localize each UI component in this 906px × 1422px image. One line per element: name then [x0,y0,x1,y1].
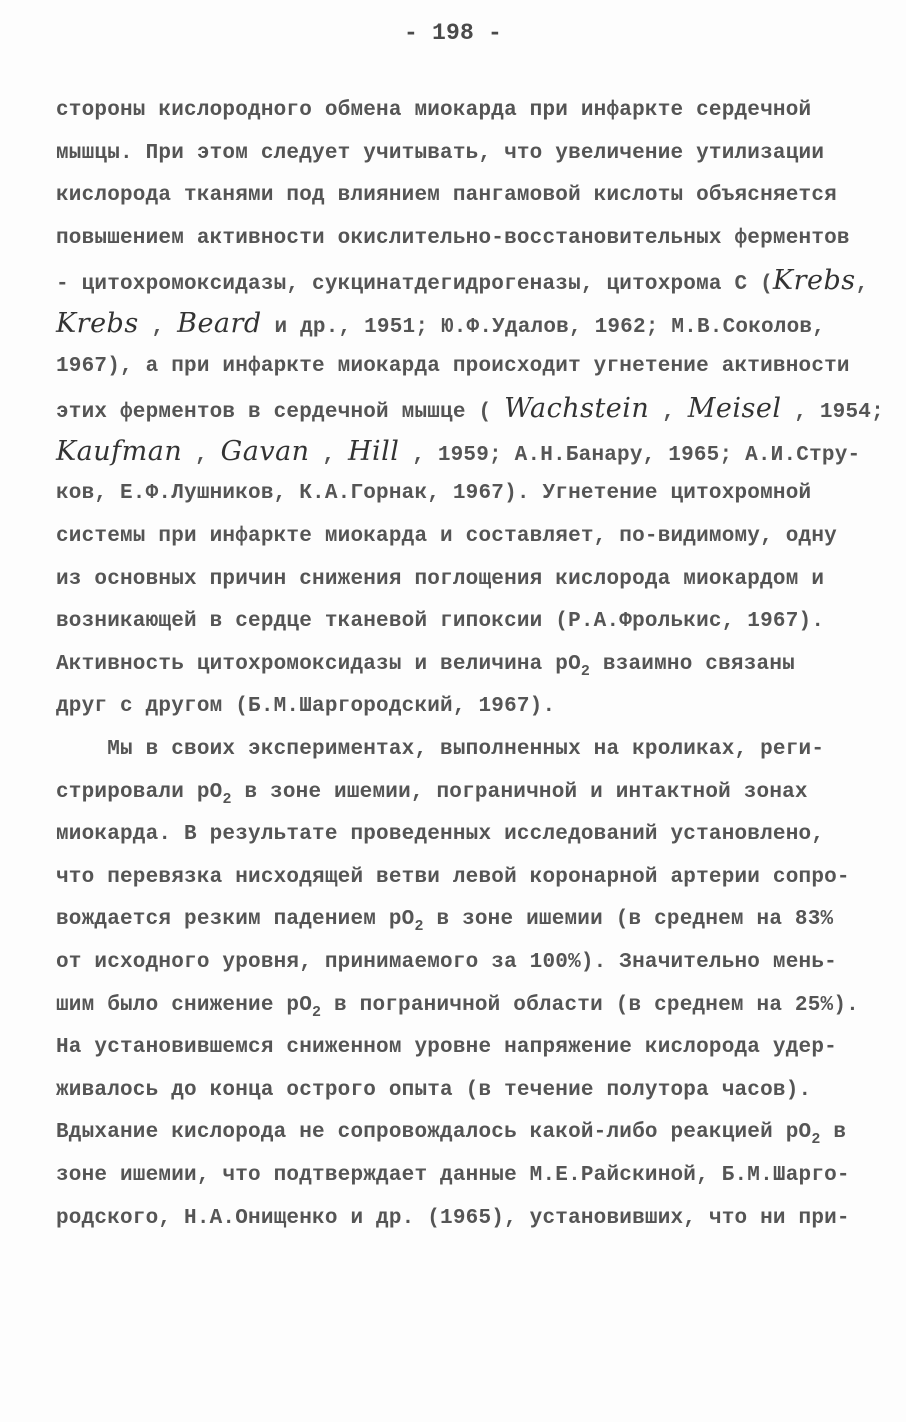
typed-text: - цитохромоксидазы, сукцинатдегидрогеназы, цитохрома С ( [56,273,773,297]
text-line [56,863,868,893]
handwritten-name: Meisel [687,393,782,425]
typed-text: в зоне ишемии, пограничной и интактной зонах [231,780,808,804]
typed-text: друг с другом (Б.М.Шаргородский, 1967). [56,695,556,719]
text-line [56,1076,868,1106]
text-line [56,352,868,382]
handwritten-name: Wachstein [504,393,650,425]
typed-text: живалось до конца острого опыта (в течение полутора часов). [56,1078,812,1102]
subscript: 2 [580,662,591,680]
typed-text: шим было снижение pO [56,993,313,1017]
typed-text: , [649,401,688,425]
typed-text: , [138,316,178,339]
typed-text: миокарда. В результате проведенных исследований установлено, [56,823,825,847]
text-line [56,778,868,808]
subscript: 2 [811,1131,821,1149]
text-line [56,1204,868,1234]
text-line [56,735,868,765]
typed-text: в пограничной области (в среднем на 25%). [321,993,859,1017]
typed-text: Вдыхание кислорода не сопровождалось какой-либо реакцией pO [56,1121,812,1145]
typed-text: родского, Н.А.Онищенко и др. (1965), установивших, что ни при- [56,1206,850,1230]
text-line [56,96,868,126]
typed-text: в [820,1121,847,1145]
text-line [56,224,868,254]
subscript: 2 [312,1003,322,1021]
typed-text: Активность цитохромоксидазы и величина pO [56,652,581,676]
text-line [56,692,868,722]
typed-text: , [309,443,348,467]
text-line [56,309,868,339]
text-line [56,650,868,680]
text-line [56,820,868,850]
typed-text: , [182,443,221,467]
typed-text: из основных причин снижения поглощения кислорода миокардом и [56,567,825,591]
typed-text: что перевязка нисходящей ветви левой коронарной артерии сопро- [56,865,850,889]
text-line [56,139,868,169]
text-line [56,991,868,1021]
handwritten-name: Kaufman [56,435,183,467]
text-line [56,1118,868,1148]
text-line [56,607,868,637]
text-line [56,522,868,552]
typed-text: от исходного уровня, принимаемого за 100%). Значительно мень- [56,951,837,974]
typed-text: , 1954; [781,401,884,425]
typed-text: , 1959; А.Н.Банару, 1965; А.И.Стру- [399,443,861,467]
typed-text: взаимно связаны [590,652,795,676]
typed-text: этих ферментов в сердечной мышце ( [56,401,505,425]
typed-text: мышцы. При этом следует учитывать, что увеличение утилизации [56,141,825,165]
text-line [56,479,868,509]
text-line [56,1033,868,1063]
text-line [56,393,884,425]
typed-text: , [855,273,869,297]
handwritten-name: Gavan [220,435,310,467]
typed-text: и др., 1951; Ю.Ф.Удалов, 1962; М.В.Соколов, [261,316,826,339]
text-line [56,905,868,935]
typed-text: кислорода тканями под влиянием пангамовой кислоты объясняется [56,184,837,208]
page-number: - 198 - [403,20,503,46]
typed-text: системы при инфаркте миокарда и составляет, по-видимому, одну [56,525,837,548]
typed-text: Мы в своих экспериментах, выполненных на кроликах, реги- [56,738,825,761]
subscript: 2 [222,790,232,808]
typed-text: ков, Е.Ф.Лушников, К.А.Горнак, 1967). Угнетение цитохромной [56,482,812,506]
typed-text: зоне ишемии, что подтверждает данные М.Е.Райскиной, Б.М.Шарго- [56,1164,850,1187]
typed-text: На установившемся сниженном уровне напряжение кислорода удер- [56,1036,837,1060]
handwritten-name: Krebs [772,265,856,297]
handwritten-name: Beard [177,308,262,339]
typed-text: в зоне ишемии (в среднем на 83% [423,908,834,932]
handwritten-name: Krebs [56,308,139,339]
text-line [56,565,868,595]
typed-text: вождается резким падением pO [56,908,415,932]
typed-text: 1967), а при инфаркте миокарда происходит угнетение активности [56,354,850,378]
typed-text: стороны кислородного обмена миокарда при инфаркте сердечной [56,99,812,122]
typed-text: повышением активности окислительно-восстановительных ферментов [56,226,850,250]
text-line [56,266,868,296]
subscript: 2 [414,918,424,936]
text-line [56,181,868,211]
text-line [56,437,868,467]
typed-text: возникающей в сердце тканевой гипоксии (Р.А.Фролькис, 1967). [56,610,825,634]
text-line [56,948,868,978]
text-line [56,1161,868,1191]
typed-text: стрировали pO [56,780,223,804]
handwritten-name: Hill [347,435,400,467]
